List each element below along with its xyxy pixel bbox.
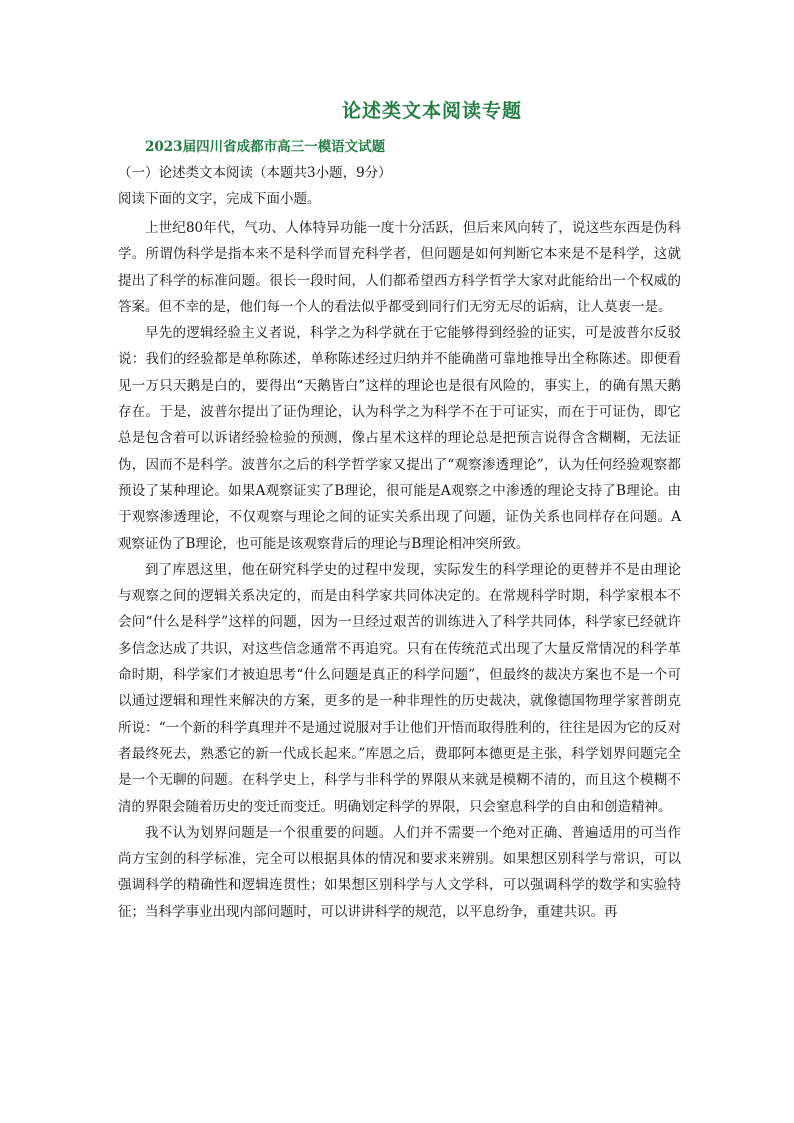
passage-paragraph-4: 我不认为划界问题是一个很重要的问题。人们并不需要一个绝对正确、普遍适用的可当作尚方宝剑的科学标准，完全可以根据具体的情况和要求来辨别。如果想区别科学与常识，可以强调科学的精确性和逻辑连贯性；如果想区别科学与人文学科，可以强调科学的数学和实验特征；当科学事业出现内部问题时，可以讲讲科学的规范，以平息纷争，重建共识。再 <box>118 824 681 920</box>
section-label: （一）论述类文本阅读（本题共3小题，9分） <box>118 165 392 181</box>
passage-paragraph-3: 到了库恩这里，他在研究科学史的过程中发现，实际发生的科学理论的更替并不是由理论与观察之间的逻辑关系决定的，而是由科学家共同体决定的。在常规科学时期，科学家根本不会问“什么是科学”这样的问题，因为一旦经过艰苦的训练进入了科学共同体，科学家已经就许多信念达成了共识，对这些信念通常不再追究。只有在传统范式出现了大量反常情况的科学革命时期，科学家们才被迫思考“什么问题是真正的科学问题”，但最终的裁决方案也不是一个可以通过逻辑和理性来解决的方案，更多的是一种非理性的历史裁决，就像德国物理学家普朗克所说：“一个新的科学真理并不是通过说服对手让他们开悟而取得胜利的，往往是因为它的反对者最终死去，熟悉它的新一代成长起来。”库恩之后，费耶阿本德更是主张，科学划界问题完全是一个无聊的问题。在科学史上，科学与非科学的界限从来就是模糊不清的，而且这个模糊不清的界限会随着历史的变迁而变迁。明确划定科学的界限，只会窒息科学的自由和创造精神。 <box>118 561 681 815</box>
document-title: 论述类文本阅读专题 <box>341 100 522 122</box>
passage-body <box>118 215 681 925</box>
passage-paragraph-2: 早先的逻辑经验主义者说，科学之为科学就在于它能够得到经验的证实，可是波普尔反驳说：我们的经验都是单称陈述，单称陈述经过归纳并不能确凿可靠地推导出全称陈述。即便看见一万只天鹅是白的，要得出“天鹅皆白”这样的理论也是很有风险的，事实上，的确有黑天鹅存在。于是，波普尔提出了证伪理论，认为科学之为科学不在于可证实，而在于可证伪，即它总是包含着可以诉诸经验检验的预测，像占星术这样的理论总是把预言说得含含糊糊，无法证伪，因而不是科学。波普尔之后的科学哲学家又提出了“观察渗透理论”，认为任何经验观察都预设了某种理论。如果A观察证实了B理论，很可能是A观察之中渗透的理论支持了B理论。由于观察渗透理论，不仅观察与理论之间的证实关系出现了问题，证伪关系也同样存在问题。A观察证伪了B理论，也可能是该观察背后的理论与B理论相冲突所致。 <box>118 325 681 552</box>
reading-instruction: 阅读下面的文字，完成下面小题。 <box>118 191 321 207</box>
exam-source-subtitle: 2023届四川省成都市高三一模语文试题 <box>145 139 386 155</box>
passage-paragraph-1: 上世纪80年代，气功、人体特异功能一度十分活跃，但后来风向转了，说这些东西是伪科学。所谓伪科学是指本来不是科学而冒充科学者，但问题是如何判断它本来是不是科学，这就提出了科学的标准问题。很长一段时间，人们都希望西方科学哲学大家对此能给出一个权威的答案。但不幸的是，他们每一个人的看法似乎都受到同行们无穷无尽的诟病，让人莫衷一是。 <box>118 220 681 315</box>
